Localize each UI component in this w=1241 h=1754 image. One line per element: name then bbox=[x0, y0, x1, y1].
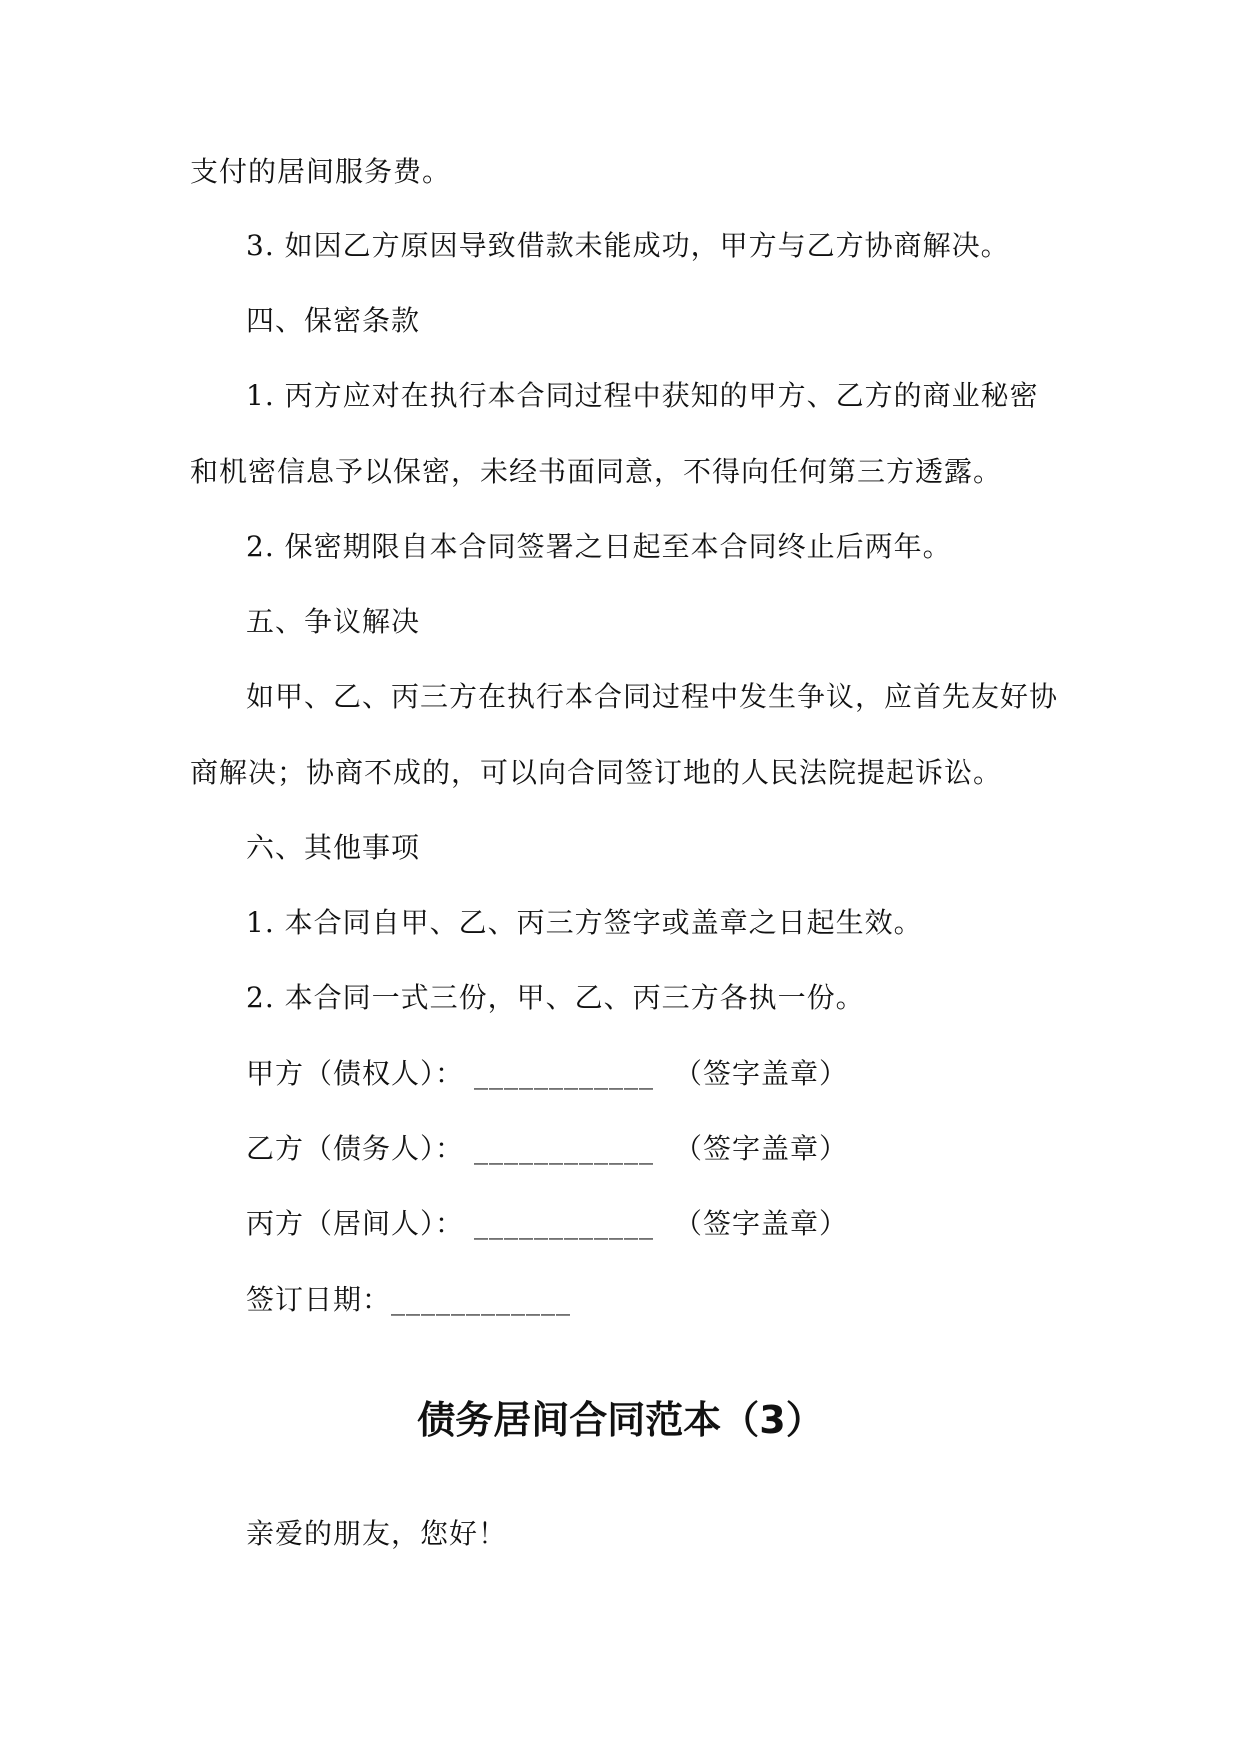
date-label: 签订日期： bbox=[246, 1283, 392, 1316]
clause-4-1-line2: 和机密信息予以保密，未经书面同意，不得向任何第三方透露。 bbox=[190, 455, 1003, 488]
signing-date bbox=[246, 1280, 571, 1320]
party-c-blank: ____________ bbox=[474, 1207, 655, 1240]
party-c-stamp-note: （签字盖章） bbox=[674, 1207, 849, 1240]
party-a-blank: ____________ bbox=[474, 1057, 655, 1090]
continuation-text: 支付的居间服务费。 bbox=[190, 155, 452, 188]
next-document-title: 债务居间合同范本（3） bbox=[417, 1398, 824, 1442]
party-b-blank: ____________ bbox=[474, 1132, 655, 1165]
party-a-label: 甲方（债权人）： bbox=[246, 1057, 465, 1090]
party-b-label: 乙方（债务人）： bbox=[246, 1132, 465, 1165]
greeting: 亲爱的朋友，您好！ bbox=[246, 1517, 508, 1550]
section-6-heading: 六、其他事项 bbox=[246, 831, 421, 864]
date-blank: ____________ bbox=[391, 1283, 572, 1316]
section-5-heading: 五、争议解决 bbox=[246, 605, 421, 638]
clause-4-2: 2. 保密期限自本合同签署之日起至本合同终止后两年。 bbox=[246, 530, 952, 563]
signature-party-b bbox=[246, 1129, 848, 1169]
section-4-heading: 四、保密条款 bbox=[246, 304, 421, 337]
party-b-stamp-note: （签字盖章） bbox=[674, 1132, 849, 1165]
clause-4-1-line1: 1. 丙方应对在执行本合同过程中获知的甲方、乙方的商业秘密 bbox=[246, 379, 1039, 412]
clause-5-line2: 商解决；协商不成的，可以向合同签订地的人民法院提起诉讼。 bbox=[190, 756, 1003, 789]
signature-party-c bbox=[246, 1204, 848, 1244]
clause-6-1: 1. 本合同自甲、乙、丙三方签字或盖章之日起生效。 bbox=[246, 906, 923, 939]
clause-3-3: 3. 如因乙方原因导致借款未能成功，甲方与乙方协商解决。 bbox=[246, 229, 1010, 262]
clause-5-line1: 如甲、乙、丙三方在执行本合同过程中发生争议，应首先友好协 bbox=[246, 680, 1059, 713]
signature-party-a bbox=[246, 1054, 848, 1094]
clause-6-2: 2. 本合同一式三份，甲、乙、丙三方各执一份。 bbox=[246, 981, 865, 1014]
party-c-label: 丙方（居间人）： bbox=[246, 1207, 465, 1240]
party-a-stamp-note: （签字盖章） bbox=[674, 1057, 849, 1090]
